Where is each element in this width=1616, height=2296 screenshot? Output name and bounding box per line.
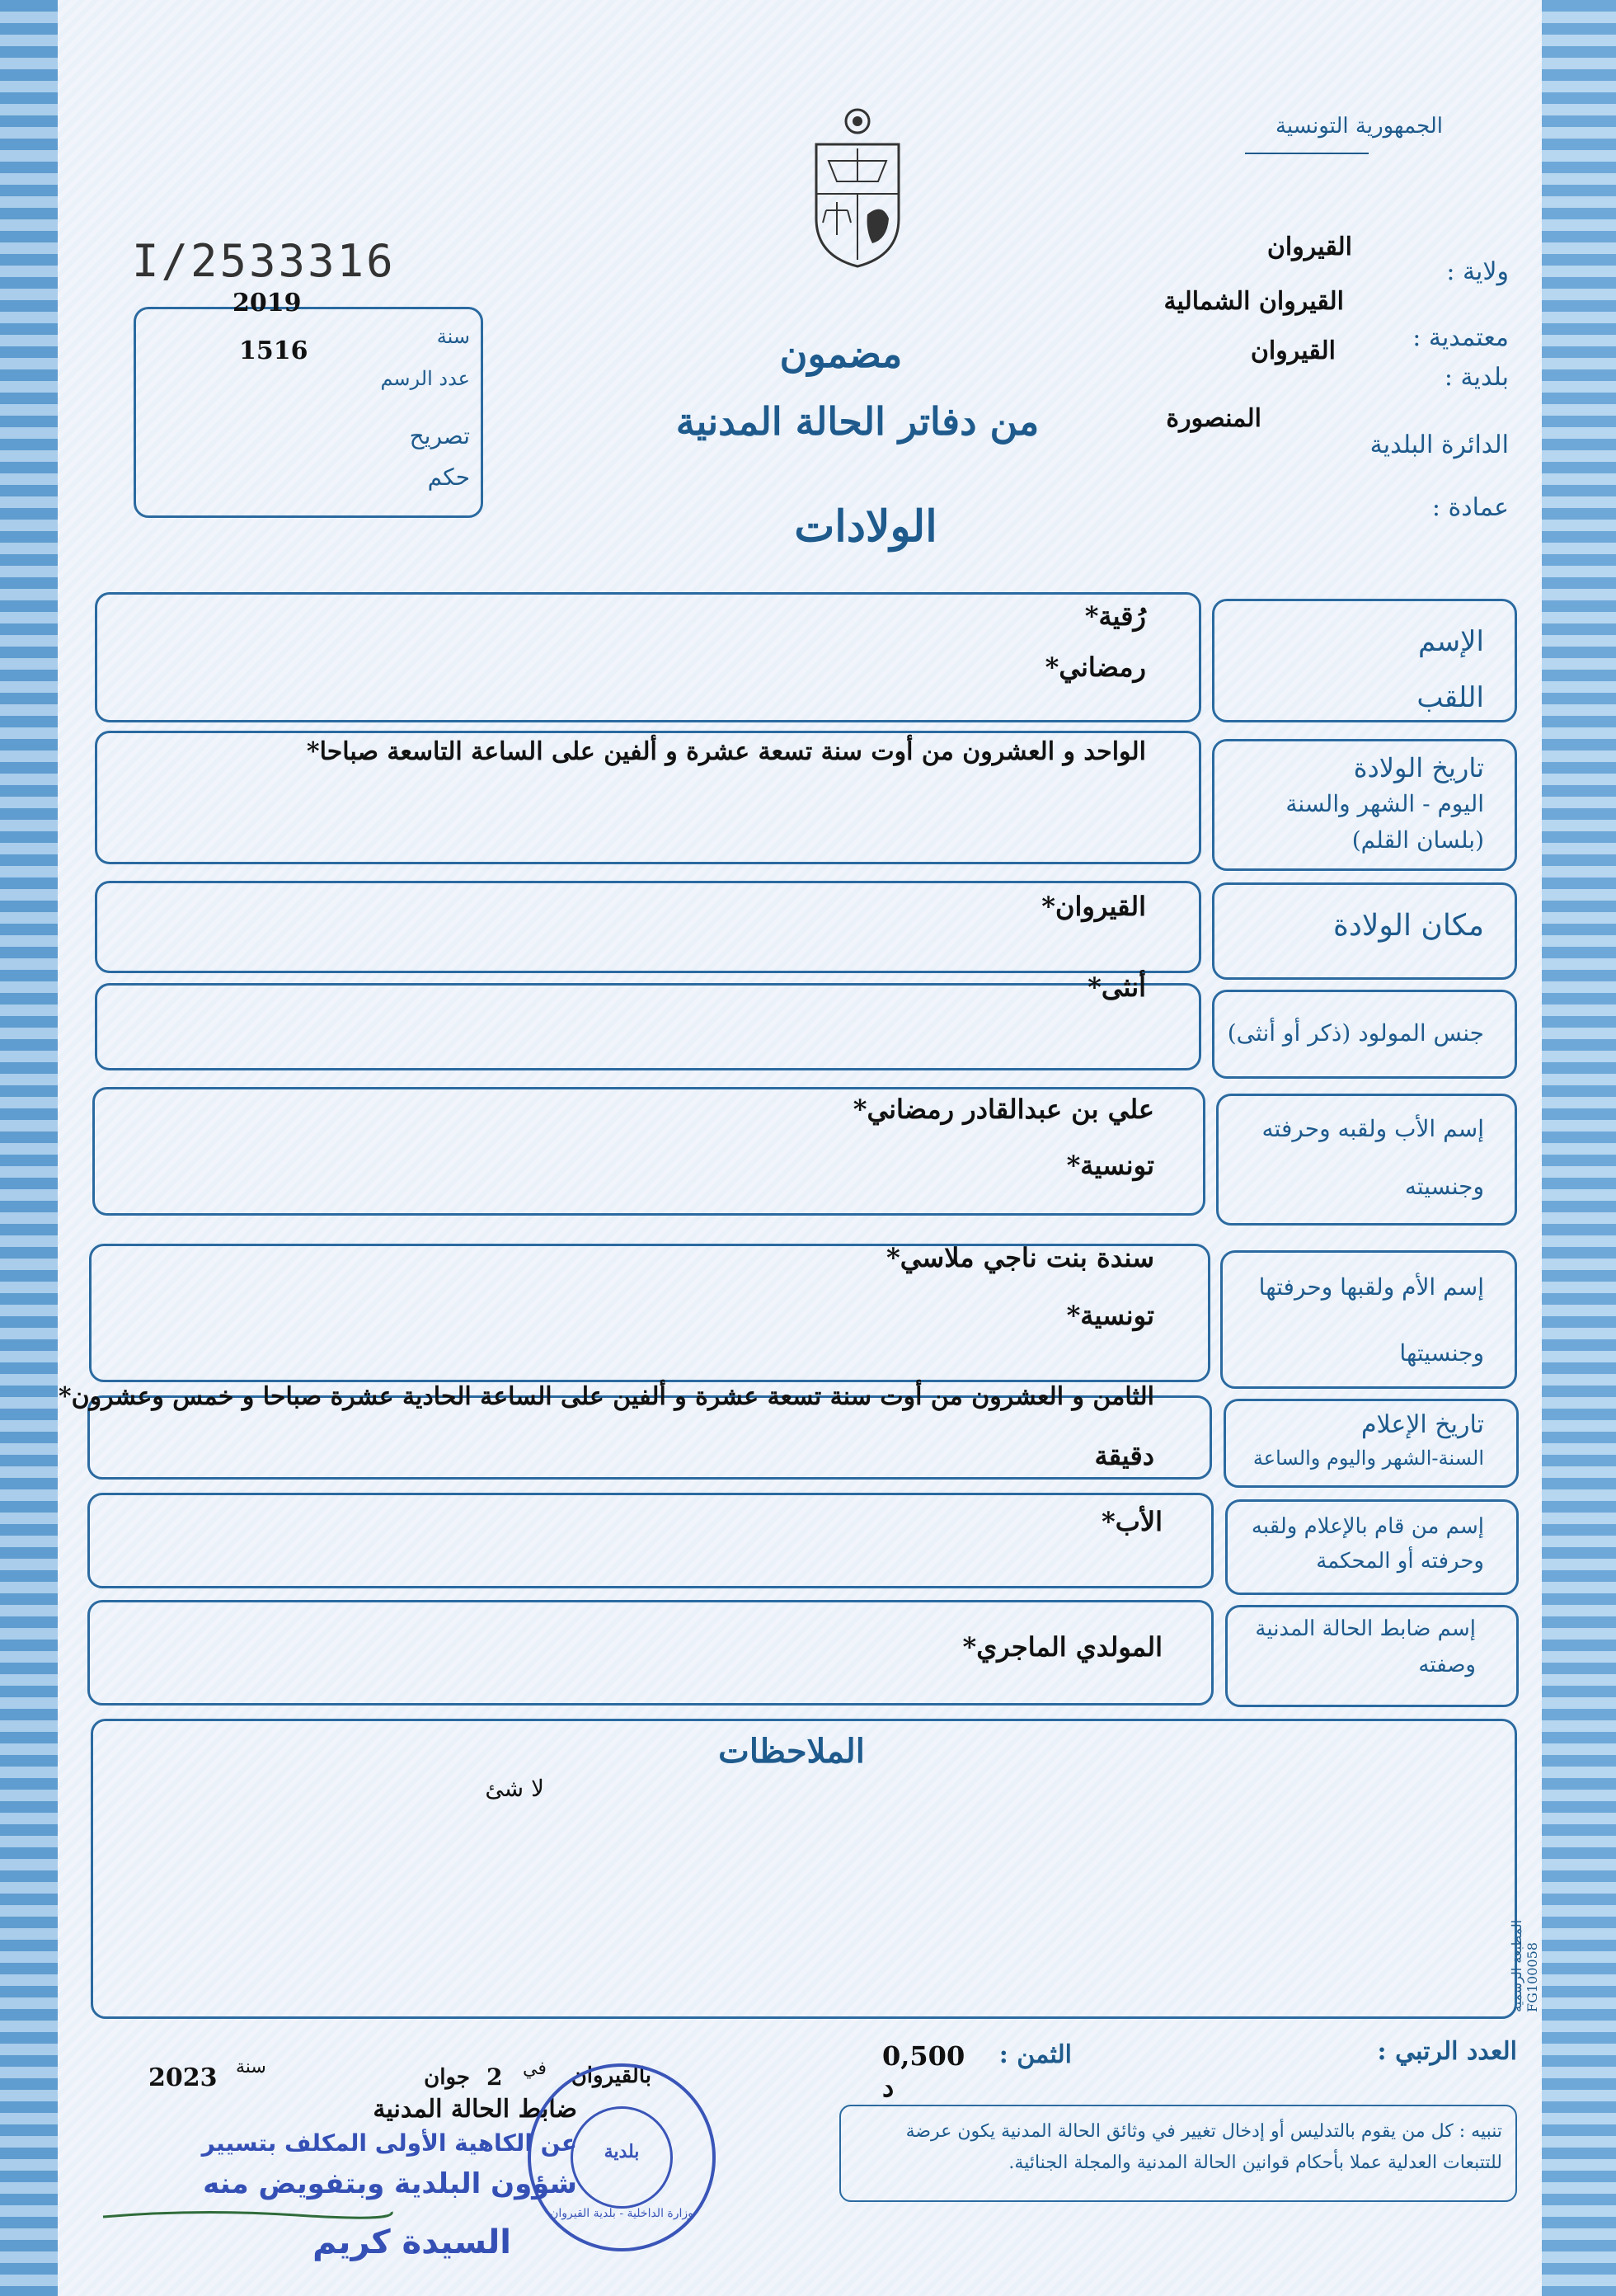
birth-date-note: (بلسان القلم) — [1351, 826, 1484, 854]
title-sub: من دفاتر الحالة المدنية — [675, 399, 1040, 444]
birth-date-sublabel: اليوم - الشهر والسنة — [1285, 790, 1484, 817]
sex-value: أنثى * — [824, 972, 1146, 1003]
stamp-ring-text: وزارة الداخلية - بلدية القيروان — [550, 2207, 693, 2220]
wilaya-value: القيروان — [1266, 233, 1352, 261]
remarks-title: الملاحظات — [718, 1732, 865, 1771]
year-label: سنة — [436, 325, 470, 348]
warning-text: تنبيه : كل من يقوم بالتدليس أو إدخال تغيير في وثائق الحالة المدنية يكون عرضة للتتبعات العدلية عملا بأحكام قوانين الحالة المدنية والمجلة الجنائية. — [905, 2121, 1502, 2173]
issue-year: 2023 — [148, 2063, 218, 2092]
issue-day: 2 — [486, 2063, 503, 2091]
title-top: مضمون — [779, 332, 903, 376]
surname-value: رمضاني * — [742, 652, 1146, 683]
section-title: الولادات — [794, 501, 937, 552]
mother-nationality-label: وجنسيتها — [1399, 1339, 1484, 1367]
officer-value: المولدي الماجري * — [742, 1631, 1163, 1663]
father-nationality-label: وجنسيته — [1404, 1173, 1484, 1200]
number-label: عدد الرسم — [380, 367, 470, 390]
father-nationality-value: تونسية * — [824, 1150, 1154, 1181]
official-stamp-icon — [528, 2063, 716, 2251]
baladia-value: القيروان — [1250, 336, 1336, 365]
sex-label: جنس المولود (ذكر أو أنثى) — [1227, 1019, 1484, 1047]
signature-stroke — [99, 2207, 396, 2223]
wilaya-label: ولاية : — [1446, 257, 1509, 286]
coat-of-arms-icon — [808, 103, 907, 268]
year-value: 2019 — [233, 289, 302, 318]
first-name-value: رُقية * — [742, 600, 1146, 632]
moatamadia-label: معتمدية : — [1412, 323, 1509, 352]
signature-line-1: عن الكاهية الأولى المكلف بتسيير — [201, 2129, 577, 2157]
daira-label: الدائرة البلدية — [1369, 430, 1509, 459]
declaration-label: تصريح — [409, 422, 470, 449]
declaration-date-value: الثامن و العشرون من أوت سنة تسعة عشرة و ألفين على الساعة الحادية عشرة صباحا و خمس وعشرون * — [66, 1382, 1154, 1411]
number-value: 1516 — [239, 336, 308, 365]
republic-underline — [1245, 153, 1369, 154]
mother-label-box — [1220, 1250, 1517, 1389]
declaration-date-value-cont: دقيقة — [1094, 1440, 1154, 1471]
judgment-label: حكم — [427, 463, 470, 491]
mother-value: سندة بنت ناجي ملاسي * — [660, 1242, 1154, 1273]
declarant-value: الأب * — [907, 1506, 1163, 1537]
birth-date-label: تاريخ الولادة — [1353, 752, 1484, 783]
remarks-value: لا شئ — [485, 1775, 544, 1802]
officer-label: إسم ضابط الحالة المدنية — [1255, 1616, 1476, 1641]
officer-title: ضابط الحالة المدنية — [373, 2095, 577, 2124]
issue-place: بالقيروان — [571, 2063, 651, 2088]
price-value: 0,500 د — [882, 2040, 965, 2103]
father-label: إسم الأب ولقبه وحرفته — [1261, 1115, 1484, 1142]
father-value: علي بن عبدالقادر رمضاني * — [660, 1094, 1154, 1125]
left-decorative-border — [0, 0, 66, 2296]
name-label: الإسم — [1418, 625, 1484, 658]
declaration-date-sublabel: السنة-الشهر واليوم والساعة — [1252, 1447, 1484, 1470]
declaration-date-label: تاريخ الإعلام — [1360, 1410, 1484, 1439]
printer-mark: المطبعة الرسمية FG100058 — [1509, 1919, 1540, 2012]
daira-value: المنصورة — [1166, 404, 1261, 433]
right-decorative-border — [1542, 0, 1616, 2296]
republic-title: الجمهورية التونسية — [1275, 114, 1443, 139]
baladia-label: بلدية : — [1444, 363, 1509, 392]
father-label-box — [1216, 1094, 1517, 1226]
in-label: في — [523, 2058, 547, 2079]
serial-number: I/2533316 — [132, 235, 396, 287]
birth-place-value: القيروان * — [824, 891, 1146, 922]
declarant-sublabel: وحرفته أو المحكمة — [1316, 1549, 1484, 1574]
signature-line-2: شؤون البلدية وبتفويض منه — [203, 2167, 577, 2200]
price-label: الثمن : — [998, 2040, 1072, 2069]
stamp-center-text: بلدية — [604, 2141, 640, 2162]
mother-label: إسم الأم ولقبها وحرفتها — [1258, 1273, 1484, 1301]
signature-line-3: السيدة كريم — [312, 2223, 511, 2261]
mother-nationality-value: تونسية * — [824, 1300, 1154, 1331]
order-number-label: العدد الرتبي : — [1377, 2037, 1517, 2066]
surname-label: اللقب — [1416, 681, 1484, 714]
issue-month: جوان — [424, 2065, 470, 2090]
issue-year-label: سنة — [236, 2057, 266, 2077]
birth-date-value: الواحد و العشرون من أوت سنة تسعة عشرة و ألفين على الساعة التاسعة صباحا * — [280, 737, 1146, 766]
omada-label: عمادة : — [1431, 493, 1509, 522]
officer-sublabel: وصفته — [1418, 1653, 1476, 1677]
birth-place-label: مكان الولادة — [1332, 909, 1484, 943]
moatamadia-value: القيروان الشمالية — [1163, 287, 1344, 316]
declarant-label: إسم من قام بالإعلام ولقبه — [1251, 1514, 1484, 1539]
